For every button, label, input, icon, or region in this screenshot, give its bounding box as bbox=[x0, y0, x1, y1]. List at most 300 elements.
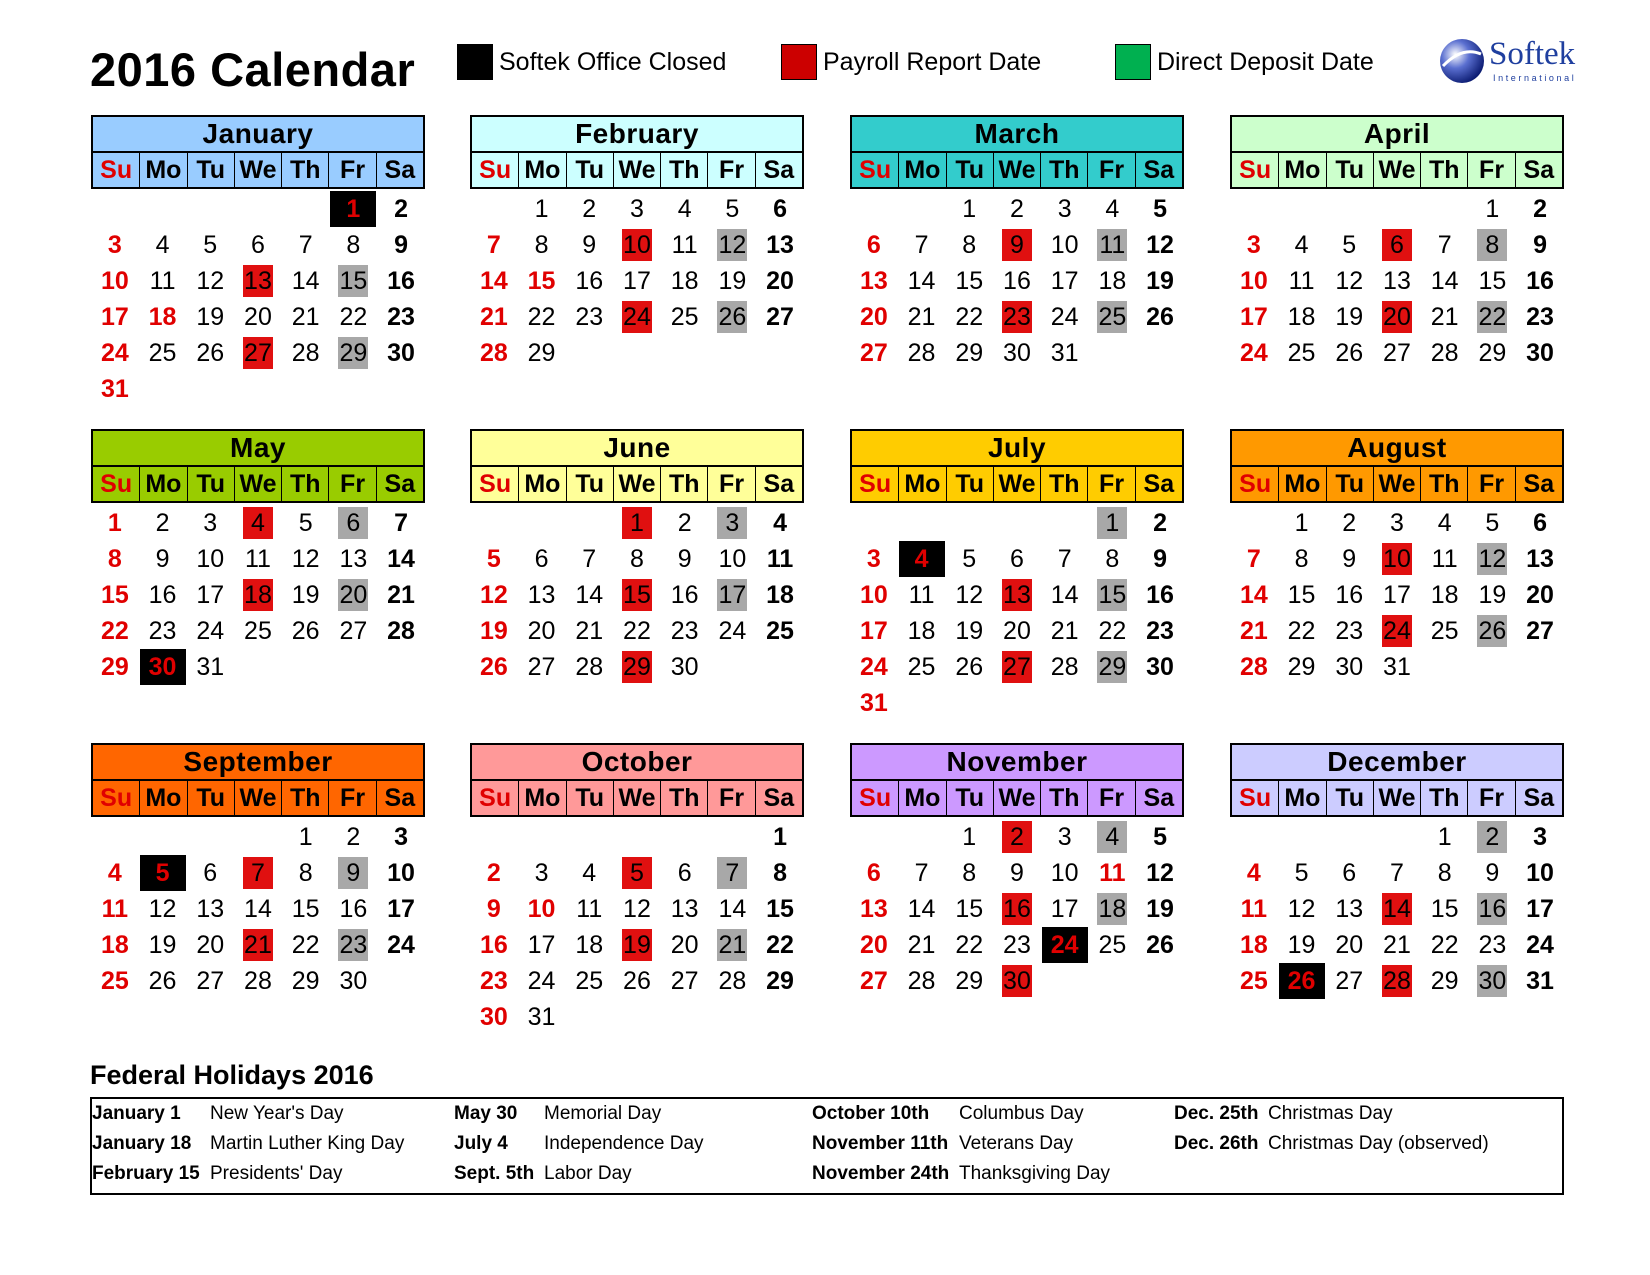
day-cell bbox=[565, 855, 613, 891]
day-cell bbox=[470, 541, 518, 577]
empty-cell bbox=[1373, 819, 1421, 855]
day-cell bbox=[993, 227, 1041, 263]
day-cell bbox=[470, 927, 518, 963]
month-april bbox=[1230, 115, 1564, 371]
day-number: 14 bbox=[718, 895, 747, 923]
day-number: 17 bbox=[1050, 267, 1079, 295]
day-number: 3 bbox=[1057, 195, 1072, 223]
day-number: 13 bbox=[1526, 545, 1554, 573]
day-number: 9 bbox=[1485, 859, 1500, 887]
day-cell bbox=[1278, 263, 1326, 299]
day-cell bbox=[1278, 335, 1326, 371]
day-cell bbox=[1469, 577, 1517, 613]
day-number: 13 bbox=[766, 231, 794, 259]
day-cell bbox=[1516, 263, 1564, 299]
weekday-label: Su bbox=[1239, 784, 1272, 812]
day-number: 26 bbox=[1279, 963, 1325, 999]
day-number: 31 bbox=[1383, 653, 1411, 681]
month-name: April bbox=[1230, 115, 1564, 153]
day-cell bbox=[1373, 227, 1421, 263]
day-cell bbox=[470, 335, 518, 371]
holiday-date: October 10th bbox=[812, 1103, 930, 1124]
day-cell bbox=[1373, 927, 1421, 963]
day-number: 30 bbox=[1526, 339, 1554, 367]
day-cell bbox=[565, 263, 613, 299]
day-number: 24 bbox=[1042, 927, 1088, 963]
day-cell bbox=[234, 891, 282, 927]
day-cell bbox=[850, 541, 898, 577]
federal-holidays-title: Federal Holidays 2016 bbox=[90, 1060, 374, 1090]
weekday-label: Sa bbox=[1515, 781, 1562, 815]
day-cell bbox=[377, 927, 425, 963]
empty-cell bbox=[91, 819, 139, 855]
day-cell bbox=[1373, 577, 1421, 613]
day-cell bbox=[186, 891, 234, 927]
day-cell bbox=[1469, 963, 1517, 999]
day-grid bbox=[850, 505, 1184, 721]
weekday-label: Su bbox=[479, 784, 512, 812]
day-number: 24 bbox=[623, 303, 651, 331]
empty-cell bbox=[661, 819, 709, 855]
day-cell bbox=[898, 577, 946, 613]
day-cell bbox=[993, 613, 1041, 649]
day-number: 19 bbox=[1146, 267, 1174, 295]
day-number: 17 bbox=[527, 931, 556, 959]
weekday-label: Mo bbox=[1278, 467, 1325, 501]
day-cell bbox=[377, 263, 425, 299]
day-cell bbox=[898, 227, 946, 263]
day-number: 5 bbox=[1342, 231, 1357, 259]
day-cell bbox=[518, 649, 566, 685]
day-cell bbox=[1516, 541, 1564, 577]
day-number: 1 bbox=[1294, 509, 1309, 537]
day-cell bbox=[709, 855, 757, 891]
day-number: 14 bbox=[1383, 895, 1411, 923]
day-number: 8 bbox=[1437, 859, 1452, 887]
day-cell bbox=[330, 613, 378, 649]
day-cell bbox=[377, 891, 425, 927]
day-number: 16 bbox=[1478, 895, 1507, 923]
day-number: 30 bbox=[1146, 653, 1174, 681]
day-cell bbox=[518, 999, 566, 1035]
weekday-label: Su bbox=[859, 156, 892, 184]
day-cell bbox=[661, 613, 709, 649]
weekday-label: Su bbox=[479, 156, 512, 184]
day-number: 2 bbox=[1477, 821, 1507, 853]
day-cell bbox=[613, 649, 661, 685]
weekday-label: Fr bbox=[328, 467, 375, 501]
day-number: 11 bbox=[149, 267, 176, 295]
day-number: 4 bbox=[773, 509, 788, 537]
day-number: 2 bbox=[1153, 509, 1168, 537]
day-cell bbox=[1516, 299, 1564, 335]
month-march bbox=[850, 115, 1184, 371]
day-cell bbox=[282, 505, 330, 541]
day-number: 9 bbox=[155, 545, 170, 573]
day-number: 21 bbox=[244, 931, 272, 959]
day-cell bbox=[470, 649, 518, 685]
empty-cell bbox=[850, 191, 898, 227]
day-number: 26 bbox=[1335, 339, 1364, 367]
day-cell bbox=[470, 891, 518, 927]
day-cell bbox=[756, 299, 804, 335]
day-number: 20 bbox=[196, 931, 225, 959]
day-cell bbox=[1089, 505, 1137, 541]
day-cell bbox=[1421, 927, 1469, 963]
day-number: 24 bbox=[196, 617, 225, 645]
day-number: 10 bbox=[196, 545, 225, 573]
weekday-label: Th bbox=[1420, 467, 1467, 501]
day-number: 3 bbox=[866, 545, 881, 573]
weekday-label: Mo bbox=[898, 781, 945, 815]
day-cell bbox=[1469, 891, 1517, 927]
day-number: 11 bbox=[1099, 859, 1126, 887]
day-number: 25 bbox=[100, 967, 129, 995]
day-cell bbox=[1373, 649, 1421, 685]
day-number: 22 bbox=[1098, 617, 1127, 645]
day-number: 23 bbox=[1146, 617, 1174, 645]
weekday-label: Sa bbox=[1135, 781, 1182, 815]
day-cell bbox=[282, 891, 330, 927]
day-cell bbox=[993, 891, 1041, 927]
day-cell bbox=[186, 541, 234, 577]
day-number: 8 bbox=[773, 859, 788, 887]
day-number: 6 bbox=[203, 859, 218, 887]
day-number: 6 bbox=[866, 859, 881, 887]
day-cell bbox=[186, 855, 234, 891]
day-number: 21 bbox=[387, 581, 415, 609]
day-number: 1 bbox=[962, 823, 977, 851]
day-cell bbox=[282, 263, 330, 299]
weekday-label: Su bbox=[1239, 156, 1272, 184]
day-number: 24 bbox=[718, 617, 747, 645]
day-number: 10 bbox=[100, 267, 129, 295]
day-number: 3 bbox=[203, 509, 218, 537]
weekday-label: Mo bbox=[139, 781, 186, 815]
weekday-label: Mo bbox=[518, 153, 565, 187]
day-cell bbox=[1230, 927, 1278, 963]
day-number: 30 bbox=[387, 339, 415, 367]
day-number: 10 bbox=[623, 231, 651, 259]
day-cell bbox=[565, 227, 613, 263]
day-cell bbox=[330, 577, 378, 613]
day-number: 5 bbox=[140, 855, 186, 891]
day-number: 24 bbox=[1239, 339, 1268, 367]
empty-cell bbox=[234, 819, 282, 855]
weekday-label: We bbox=[234, 781, 281, 815]
day-number: 25 bbox=[1098, 931, 1127, 959]
day-number: 23 bbox=[575, 303, 604, 331]
day-number: 16 bbox=[387, 267, 415, 295]
weekday-label: Th bbox=[1040, 781, 1087, 815]
day-cell bbox=[1089, 299, 1137, 335]
weekday-header bbox=[850, 781, 1184, 817]
day-number: 3 bbox=[1246, 231, 1261, 259]
weekday-label: Fr bbox=[707, 467, 754, 501]
day-cell bbox=[1421, 613, 1469, 649]
day-number: 9 bbox=[677, 545, 692, 573]
empty-cell bbox=[518, 505, 566, 541]
day-number: 15 bbox=[1478, 267, 1507, 295]
day-cell bbox=[1516, 577, 1564, 613]
day-number: 23 bbox=[1335, 617, 1364, 645]
holiday-date: Sept. 5th bbox=[454, 1163, 535, 1184]
day-number: 6 bbox=[338, 507, 368, 539]
empty-cell bbox=[898, 191, 946, 227]
day-cell bbox=[945, 263, 993, 299]
empty-cell bbox=[282, 191, 330, 227]
day-number: 28 bbox=[479, 339, 508, 367]
day-number: 1 bbox=[1437, 823, 1452, 851]
day-number: 1 bbox=[298, 823, 313, 851]
day-cell bbox=[1278, 963, 1326, 999]
day-number: 17 bbox=[718, 581, 747, 609]
day-cell bbox=[1469, 263, 1517, 299]
empty-cell bbox=[470, 819, 518, 855]
day-cell bbox=[1136, 855, 1184, 891]
day-cell bbox=[850, 613, 898, 649]
holiday-name: Presidents' Day bbox=[210, 1163, 343, 1184]
holiday-name: Martin Luther King Day bbox=[210, 1133, 405, 1154]
empty-cell bbox=[470, 191, 518, 227]
day-cell bbox=[91, 371, 139, 407]
day-number: 4 bbox=[243, 507, 273, 539]
empty-cell bbox=[1373, 191, 1421, 227]
day-number: 30 bbox=[670, 653, 699, 681]
weekday-label: Fr bbox=[328, 781, 375, 815]
day-number: 23 bbox=[1003, 931, 1031, 959]
day-number: 6 bbox=[677, 859, 692, 887]
empty-cell bbox=[1278, 819, 1326, 855]
day-number: 15 bbox=[1287, 581, 1316, 609]
day-number: 9 bbox=[1010, 859, 1024, 887]
day-cell bbox=[945, 613, 993, 649]
empty-cell bbox=[1230, 191, 1278, 227]
day-number: 18 bbox=[1098, 895, 1127, 923]
day-number: 21 bbox=[907, 303, 936, 331]
day-cell bbox=[1041, 577, 1089, 613]
day-cell bbox=[898, 263, 946, 299]
day-cell bbox=[1230, 335, 1278, 371]
empty-cell bbox=[1230, 819, 1278, 855]
day-cell bbox=[91, 299, 139, 335]
day-number: 5 bbox=[1485, 509, 1500, 537]
day-number: 20 bbox=[339, 581, 368, 609]
day-cell bbox=[1041, 263, 1089, 299]
day-grid bbox=[850, 819, 1184, 999]
day-cell bbox=[1373, 891, 1421, 927]
day-number: 29 bbox=[1430, 967, 1459, 995]
day-number: 4 bbox=[155, 231, 170, 259]
day-cell bbox=[1373, 613, 1421, 649]
day-number: 25 bbox=[575, 967, 604, 995]
day-number: 25 bbox=[1287, 339, 1316, 367]
day-number: 26 bbox=[1146, 303, 1174, 331]
day-number: 6 bbox=[251, 231, 265, 259]
day-number: 19 bbox=[1146, 895, 1174, 923]
day-cell bbox=[139, 891, 187, 927]
weekday-label: We bbox=[234, 153, 281, 187]
day-number: 7 bbox=[394, 509, 409, 537]
day-number: 1 bbox=[962, 195, 977, 223]
day-cell bbox=[1516, 819, 1564, 855]
day-cell bbox=[993, 191, 1041, 227]
day-number: 9 bbox=[486, 895, 501, 923]
day-number: 6 bbox=[773, 195, 788, 223]
day-number: 14 bbox=[575, 581, 604, 609]
weekday-label: Sa bbox=[1135, 467, 1182, 501]
day-number: 11 bbox=[671, 231, 698, 259]
day-number: 6 bbox=[1382, 229, 1412, 261]
day-number: 24 bbox=[387, 931, 415, 959]
day-cell bbox=[1230, 299, 1278, 335]
day-number: 10 bbox=[1050, 231, 1079, 259]
day-number: 1 bbox=[107, 509, 122, 537]
day-cell bbox=[1421, 299, 1469, 335]
day-cell bbox=[1325, 577, 1373, 613]
day-cell bbox=[377, 819, 425, 855]
day-cell bbox=[1136, 891, 1184, 927]
day-number: 17 bbox=[196, 581, 225, 609]
weekday-label: Fr bbox=[1467, 781, 1514, 815]
day-number: 8 bbox=[346, 231, 361, 259]
day-cell bbox=[1421, 335, 1469, 371]
day-number: 5 bbox=[622, 857, 652, 889]
day-number: 21 bbox=[1430, 303, 1459, 331]
empty-cell bbox=[898, 819, 946, 855]
day-number: 20 bbox=[244, 303, 272, 331]
holiday-name: Thanksgiving Day bbox=[959, 1163, 1111, 1184]
day-number: 19 bbox=[1478, 581, 1507, 609]
day-cell bbox=[470, 963, 518, 999]
legend-office-closed bbox=[457, 42, 726, 82]
month-july bbox=[850, 429, 1184, 721]
day-number: 26 bbox=[1478, 617, 1507, 645]
day-cell bbox=[139, 577, 187, 613]
holiday-name: Veterans Day bbox=[959, 1133, 1074, 1154]
empty-cell bbox=[945, 505, 993, 541]
day-cell bbox=[756, 577, 804, 613]
day-cell bbox=[709, 891, 757, 927]
month-name: February bbox=[470, 115, 804, 153]
weekday-header bbox=[1230, 467, 1564, 503]
day-number: 20 bbox=[527, 617, 556, 645]
day-number: 21 bbox=[907, 931, 936, 959]
day-cell bbox=[1421, 541, 1469, 577]
weekday-label: Th bbox=[660, 153, 707, 187]
day-cell bbox=[186, 299, 234, 335]
day-cell bbox=[518, 299, 566, 335]
day-cell bbox=[1325, 505, 1373, 541]
day-number: 28 bbox=[1050, 653, 1079, 681]
day-number: 7 bbox=[1390, 859, 1404, 887]
day-number: 21 bbox=[479, 303, 508, 331]
day-cell bbox=[1136, 649, 1184, 685]
empty-cell bbox=[1325, 819, 1373, 855]
day-cell bbox=[282, 613, 330, 649]
day-cell bbox=[91, 649, 139, 685]
day-cell bbox=[330, 263, 378, 299]
weekday-label: Su bbox=[859, 784, 892, 812]
day-cell bbox=[850, 227, 898, 263]
day-cell bbox=[1278, 927, 1326, 963]
day-number: 17 bbox=[1239, 303, 1268, 331]
day-cell bbox=[1230, 963, 1278, 999]
day-cell bbox=[234, 263, 282, 299]
month-name: November bbox=[850, 743, 1184, 781]
day-cell bbox=[565, 299, 613, 335]
day-cell bbox=[945, 819, 993, 855]
day-number: 17 bbox=[387, 895, 415, 923]
day-number: 19 bbox=[623, 931, 651, 959]
day-number: 13 bbox=[859, 267, 888, 295]
day-grid bbox=[91, 505, 425, 685]
day-cell bbox=[1373, 855, 1421, 891]
weekday-label: Tu bbox=[187, 781, 234, 815]
day-cell bbox=[282, 963, 330, 999]
day-cell bbox=[234, 963, 282, 999]
day-cell bbox=[945, 649, 993, 685]
weekday-label: We bbox=[613, 153, 660, 187]
weekday-label: Sa bbox=[376, 467, 423, 501]
day-cell bbox=[91, 335, 139, 371]
day-number: 14 bbox=[1239, 581, 1268, 609]
day-number: 27 bbox=[339, 617, 368, 645]
day-cell bbox=[1230, 227, 1278, 263]
day-cell bbox=[709, 191, 757, 227]
day-number: 26 bbox=[718, 303, 747, 331]
day-number: 25 bbox=[670, 303, 699, 331]
empty-cell bbox=[1041, 505, 1089, 541]
day-number: 1 bbox=[1485, 195, 1500, 223]
day-cell bbox=[661, 891, 709, 927]
day-number: 12 bbox=[718, 231, 747, 259]
holiday-name: Memorial Day bbox=[544, 1103, 662, 1124]
day-cell bbox=[1136, 819, 1184, 855]
day-cell bbox=[756, 819, 804, 855]
day-number: 13 bbox=[1383, 267, 1411, 295]
day-cell bbox=[1230, 855, 1278, 891]
day-number: 2 bbox=[486, 859, 501, 887]
day-number: 28 bbox=[244, 967, 272, 995]
day-number: 20 bbox=[859, 931, 888, 959]
day-cell bbox=[518, 927, 566, 963]
day-number: 19 bbox=[196, 303, 225, 331]
month-may bbox=[91, 429, 425, 685]
month-name: May bbox=[91, 429, 425, 467]
day-number: 5 bbox=[298, 509, 313, 537]
day-number: 19 bbox=[1287, 931, 1316, 959]
holiday-name: Labor Day bbox=[544, 1163, 632, 1184]
day-number: 20 bbox=[1335, 931, 1364, 959]
day-number: 10 bbox=[859, 581, 888, 609]
day-number: 5 bbox=[962, 545, 977, 573]
day-number: 12 bbox=[955, 581, 984, 609]
day-cell bbox=[1041, 335, 1089, 371]
month-name: December bbox=[1230, 743, 1564, 781]
day-cell bbox=[613, 963, 661, 999]
day-number: 16 bbox=[339, 895, 368, 923]
day-cell bbox=[756, 927, 804, 963]
day-cell bbox=[709, 227, 757, 263]
day-cell bbox=[613, 891, 661, 927]
day-number: 10 bbox=[527, 895, 556, 923]
empty-cell bbox=[1421, 191, 1469, 227]
day-number: 25 bbox=[1098, 303, 1127, 331]
day-cell bbox=[613, 299, 661, 335]
day-number: 11 bbox=[101, 895, 129, 923]
day-cell bbox=[661, 963, 709, 999]
